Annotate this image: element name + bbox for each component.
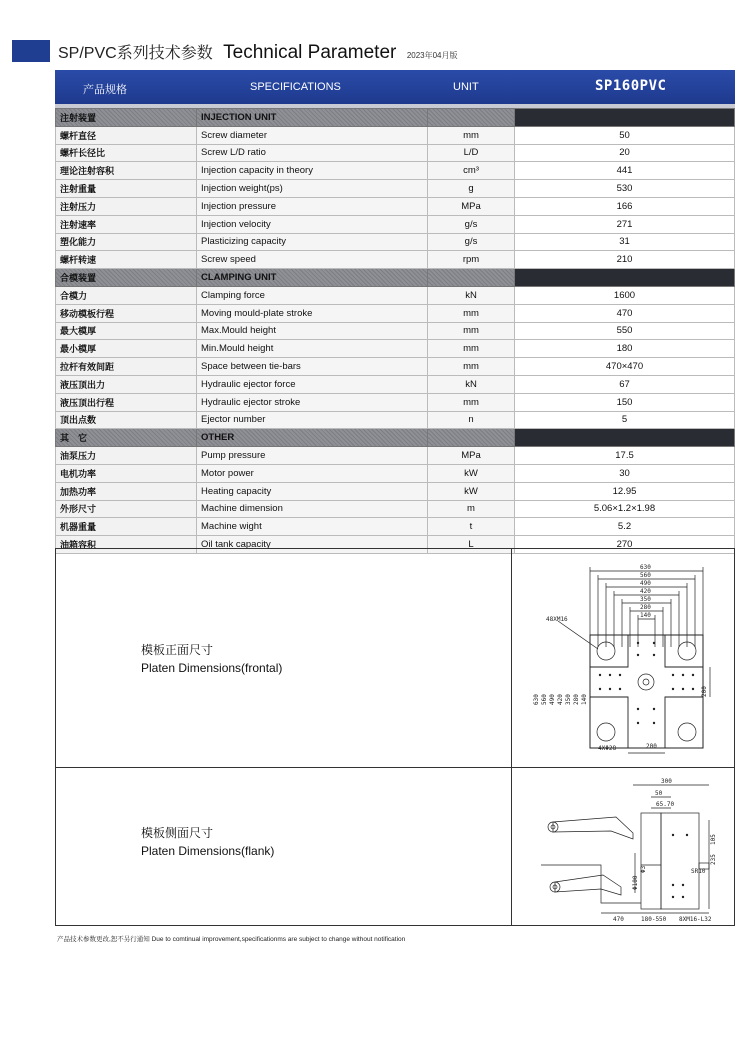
row-cn-label: 塑化能力 [56, 233, 197, 251]
table-row [56, 340, 735, 358]
row-value: 1600 [515, 286, 735, 304]
row-unit [428, 109, 515, 127]
row-value [515, 429, 735, 447]
title-cn: SP/PVC系列技术参数 [58, 45, 213, 62]
row-unit: kW [428, 464, 515, 482]
front-thread-note: 48XM16 [546, 616, 568, 623]
divider-vertical [511, 549, 512, 925]
row-unit: g/s [428, 215, 515, 233]
row-value: 5.2 [515, 518, 735, 536]
row-en-label: Clamping force [197, 286, 428, 304]
row-unit: kN [428, 375, 515, 393]
front-bottom-dim: 200 [646, 743, 657, 750]
row-value: 550 [515, 322, 735, 340]
row-cn-label: 注射装置 [56, 109, 197, 127]
row-unit: rpm [428, 251, 515, 269]
footnote: 产品技术参数更改,恕不另行通知 Due to comtinual improvement,specificationms are subject to change without notification [57, 936, 406, 943]
row-unit: kN [428, 286, 515, 304]
row-value: 166 [515, 197, 735, 215]
row-en-label: Motor power [197, 464, 428, 482]
row-unit: m [428, 500, 515, 518]
table-row [56, 304, 735, 322]
row-cn-label: 其 它 [56, 429, 197, 447]
table-row [56, 500, 735, 518]
table-row [56, 286, 735, 304]
front-top-dim-4: 350 [640, 596, 651, 603]
row-cn-label: 螺杆转速 [56, 251, 197, 269]
header-model: SP160PVC [595, 78, 667, 94]
row-value: 5.06×1.2×1.98 [515, 500, 735, 518]
title-en: Technical Parameter [223, 42, 397, 63]
table-row [56, 411, 735, 429]
row-value: 210 [515, 251, 735, 269]
front-left-dim-0: 630 [533, 694, 540, 705]
row-value: 50 [515, 126, 735, 144]
platen-flank-label-cn: 模板侧面尺寸 [141, 826, 214, 840]
front-left-dim-4: 350 [565, 694, 572, 705]
table-row [56, 447, 735, 465]
row-value: 30 [515, 464, 735, 482]
front-right-dim: 200 [701, 686, 708, 697]
row-cn-label: 机器重量 [56, 518, 197, 536]
row-en-label: Screw diameter [197, 126, 428, 144]
table-row [56, 464, 735, 482]
row-en-label: Plasticizing capacity [197, 233, 428, 251]
flank-dim-left-1: Φ3 [640, 865, 647, 873]
row-en-label: INJECTION UNIT [197, 109, 428, 127]
row-en-label: Oil tank capacity [197, 536, 428, 554]
front-left-dim-2: 490 [549, 694, 556, 705]
row-cn-label: 外形尺寸 [56, 500, 197, 518]
table-row [56, 180, 735, 198]
front-left-dim-3: 420 [557, 694, 564, 705]
row-en-label: Min.Mould height [197, 340, 428, 358]
row-cn-label: 注射速率 [56, 215, 197, 233]
flank-dim-bottom-0: 470 [613, 916, 624, 923]
platen-front-label-cn: 模板正面尺寸 [141, 643, 214, 657]
table-row [56, 233, 735, 251]
row-cn-label: 油箱容积 [56, 536, 197, 554]
page-title [58, 40, 458, 64]
platen-front-label-en: Platen Dimensions(frontal) [141, 661, 283, 675]
row-cn-label: 注射压力 [56, 197, 197, 215]
platen-front-label [141, 641, 282, 675]
row-value: 270 [515, 536, 735, 554]
flank-dim-bottom-1: 180-550 [641, 916, 667, 923]
row-unit: n [428, 411, 515, 429]
row-unit: mm [428, 340, 515, 358]
row-value: 180 [515, 340, 735, 358]
row-value: 441 [515, 162, 735, 180]
row-unit: MPa [428, 197, 515, 215]
front-left-dim-5: 280 [573, 694, 580, 705]
table-row [56, 375, 735, 393]
row-unit: L/D [428, 144, 515, 162]
row-en-label: Hydraulic ejector stroke [197, 393, 428, 411]
section-row [56, 269, 735, 287]
row-en-label: Machine wight [197, 518, 428, 536]
row-en-label: Hydraulic ejector force [197, 375, 428, 393]
title-version: 2023年04月版 [406, 51, 458, 60]
header-unit: UNIT [453, 81, 479, 93]
row-unit: mm [428, 126, 515, 144]
flank-dim-bottom-2: 8XM16-L32 [679, 916, 712, 923]
row-unit: g [428, 180, 515, 198]
title-accent-block [12, 40, 50, 62]
front-left-dim-1: 560 [541, 694, 548, 705]
row-value: 5 [515, 411, 735, 429]
flank-dim-right-1: 105 [710, 834, 717, 845]
row-value: 470×470 [515, 358, 735, 376]
row-cn-label: 注射重量 [56, 180, 197, 198]
row-unit: mm [428, 322, 515, 340]
row-unit: MPa [428, 447, 515, 465]
row-en-label: Ejector number [197, 411, 428, 429]
row-unit [428, 429, 515, 447]
row-unit [428, 269, 515, 287]
section-row [56, 109, 735, 127]
header-category: 产品规格 [83, 84, 127, 96]
flank-dim-right-0: 235 [710, 854, 717, 865]
table-row [56, 144, 735, 162]
table-row [56, 518, 735, 536]
row-unit: cm³ [428, 162, 515, 180]
row-value: 20 [515, 144, 735, 162]
table-row [56, 251, 735, 269]
table-header [55, 70, 735, 104]
front-top-dim-5: 280 [640, 604, 651, 611]
row-en-label: Injection capacity in theory [197, 162, 428, 180]
row-value: 67 [515, 375, 735, 393]
row-cn-label: 液压顶出行程 [56, 393, 197, 411]
spec-table [55, 108, 735, 554]
platen-flank-drawing [541, 775, 731, 925]
table-row [56, 126, 735, 144]
row-cn-label: 合模力 [56, 286, 197, 304]
platen-front-drawing [528, 557, 728, 762]
front-top-dim-0: 630 [640, 564, 651, 571]
flank-dim-top-2: 65.70 [656, 801, 675, 808]
front-hole-note: 4XΦ28 [598, 745, 617, 752]
divider-horizontal [56, 767, 734, 768]
table-row [56, 358, 735, 376]
row-value: 271 [515, 215, 735, 233]
section-row [56, 429, 735, 447]
row-unit: L [428, 536, 515, 554]
row-en-label: Screw L/D ratio [197, 144, 428, 162]
row-cn-label: 油泵压力 [56, 447, 197, 465]
row-cn-label: 螺杆直径 [56, 126, 197, 144]
row-en-label: CLAMPING UNIT [197, 269, 428, 287]
row-en-label: Space between tie-bars [197, 358, 428, 376]
flank-note-sp: SR10 [691, 868, 706, 875]
front-left-dim-6: 140 [581, 694, 588, 705]
row-en-label: Machine dimension [197, 500, 428, 518]
table-row [56, 393, 735, 411]
row-value: 530 [515, 180, 735, 198]
row-value [515, 109, 735, 127]
table-row [56, 322, 735, 340]
front-top-dim-1: 560 [640, 572, 651, 579]
row-en-label: Pump pressure [197, 447, 428, 465]
row-value: 17.5 [515, 447, 735, 465]
front-top-dim-6: 140 [640, 612, 651, 619]
flank-dim-left-0: Φ100 [632, 875, 639, 890]
row-value: 12.95 [515, 482, 735, 500]
row-en-label: Injection weight(ps) [197, 180, 428, 198]
row-unit: kW [428, 482, 515, 500]
row-en-label: Moving mould-plate stroke [197, 304, 428, 322]
row-en-label: Heating capacity [197, 482, 428, 500]
row-unit: mm [428, 393, 515, 411]
header-specifications: SPECIFICATIONS [250, 81, 341, 93]
front-top-dim-3: 420 [640, 588, 651, 595]
table-row [56, 197, 735, 215]
row-unit: mm [428, 304, 515, 322]
row-cn-label: 顶出点数 [56, 411, 197, 429]
platen-flank-label [141, 824, 274, 858]
row-en-label: OTHER [197, 429, 428, 447]
platen-dimensions-box [55, 548, 735, 926]
row-cn-label: 最大模厚 [56, 322, 197, 340]
row-cn-label: 电机功率 [56, 464, 197, 482]
row-cn-label: 螺杆长径比 [56, 144, 197, 162]
table-row [56, 162, 735, 180]
row-cn-label: 液压顶出力 [56, 375, 197, 393]
front-top-dim-2: 490 [640, 580, 651, 587]
row-unit: t [428, 518, 515, 536]
row-en-label: Injection pressure [197, 197, 428, 215]
row-unit: g/s [428, 233, 515, 251]
row-value: 150 [515, 393, 735, 411]
platen-flank-label-en: Platen Dimensions(flank) [141, 844, 275, 858]
row-cn-label: 移动模板行程 [56, 304, 197, 322]
row-value [515, 269, 735, 287]
row-cn-label: 理论注射容积 [56, 162, 197, 180]
table-row [56, 215, 735, 233]
row-cn-label: 合模装置 [56, 269, 197, 287]
flank-dim-top-1: 50 [655, 790, 663, 797]
row-unit: mm [428, 358, 515, 376]
row-value: 470 [515, 304, 735, 322]
row-en-label: Max.Mould height [197, 322, 428, 340]
row-cn-label: 拉杆有效间距 [56, 358, 197, 376]
row-cn-label: 加热功率 [56, 482, 197, 500]
row-en-label: Injection velocity [197, 215, 428, 233]
row-en-label: Screw speed [197, 251, 428, 269]
flank-dim-top-0: 300 [661, 778, 672, 785]
table-row [56, 482, 735, 500]
row-cn-label: 最小模厚 [56, 340, 197, 358]
row-value: 31 [515, 233, 735, 251]
